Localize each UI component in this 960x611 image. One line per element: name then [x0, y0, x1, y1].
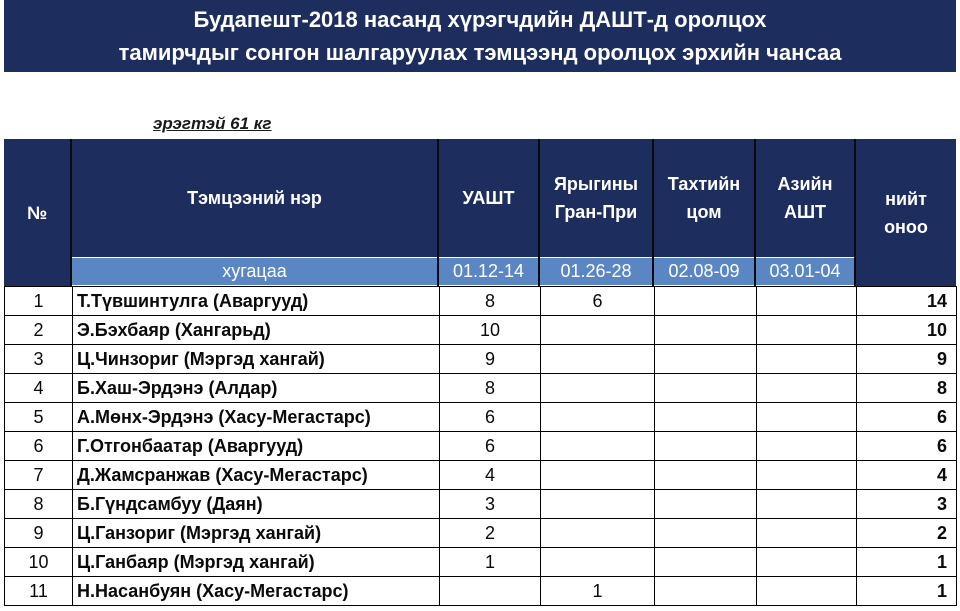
athlete-name: А.Мөнх-Эрдэнэ (Хасу-Мегастарс)	[73, 403, 440, 432]
athlete-name: Б.Гүндсамбуу (Даян)	[73, 490, 440, 519]
table-row	[5, 316, 957, 345]
score-yarygin	[541, 345, 655, 374]
athlete-name: Б.Хаш-Эрдэнэ (Алдар)	[73, 374, 440, 403]
score-takhti	[655, 519, 757, 548]
header-asian: Азийн АШТ	[756, 139, 854, 257]
score-asian	[757, 519, 857, 548]
score-total: 10	[857, 316, 957, 345]
score-takhti	[655, 287, 757, 316]
score-asian	[757, 577, 857, 606]
table-row	[5, 519, 957, 548]
score-asian	[757, 548, 857, 577]
ranking-rows	[5, 287, 957, 606]
score-asian	[757, 316, 857, 345]
score-yarygin	[541, 548, 655, 577]
score-yarygin: 6	[541, 287, 655, 316]
title-line-1: Будапешт-2018 насанд хүрэгчдийн ДАШТ-д оролцох	[193, 7, 767, 32]
score-uasht	[440, 577, 541, 606]
row-number: 4	[5, 374, 73, 403]
athlete-name: Н.Насанбуян (Хасу-Мегастарс)	[73, 577, 440, 606]
table-row	[5, 403, 957, 432]
period-asian: 03.01-04	[756, 258, 854, 285]
score-takhti	[655, 432, 757, 461]
score-total: 4	[857, 461, 957, 490]
athlete-name: Ц.Чинзориг (Мэргэд хангай)	[73, 345, 440, 374]
weight-category: эрэгтэй 61 кг	[153, 114, 272, 133]
table-row	[5, 432, 957, 461]
score-total: 14	[857, 287, 957, 316]
score-asian	[757, 432, 857, 461]
table-row	[5, 461, 957, 490]
row-number: 9	[5, 519, 73, 548]
score-yarygin	[541, 403, 655, 432]
score-total: 2	[857, 519, 957, 548]
score-asian	[757, 403, 857, 432]
table-row	[5, 548, 957, 577]
header-name: Тэмцээний нэр	[72, 139, 437, 257]
row-number: 5	[5, 403, 73, 432]
row-number: 7	[5, 461, 73, 490]
athlete-name: Ц.Ганбаяр (Мэргэд хангай)	[73, 548, 440, 577]
score-takhti	[655, 345, 757, 374]
score-yarygin: 1	[541, 577, 655, 606]
score-asian	[757, 345, 857, 374]
header-separator	[854, 139, 856, 286]
score-yarygin	[541, 374, 655, 403]
row-number: 10	[5, 548, 73, 577]
score-uasht: 2	[440, 519, 541, 548]
table-row	[5, 287, 957, 316]
table-row	[5, 374, 957, 403]
score-yarygin	[541, 461, 655, 490]
row-number: 1	[5, 287, 73, 316]
document-title	[4, 0, 956, 72]
period-label: хугацаа	[72, 258, 437, 285]
score-takhti	[655, 316, 757, 345]
score-total: 6	[857, 432, 957, 461]
row-number: 3	[5, 345, 73, 374]
score-uasht: 10	[440, 316, 541, 345]
row-number: 11	[5, 577, 73, 606]
score-asian	[757, 374, 857, 403]
athlete-name: Ц.Ганзориг (Мэргэд хангай)	[73, 519, 440, 548]
score-takhti	[655, 548, 757, 577]
score-total: 6	[857, 403, 957, 432]
score-takhti	[655, 577, 757, 606]
table-row	[5, 490, 957, 519]
score-uasht: 3	[440, 490, 541, 519]
score-uasht: 6	[440, 432, 541, 461]
period-takhti: 02.08-09	[654, 258, 754, 285]
header-yarygin: Ярыгины Гран-При	[540, 139, 652, 257]
header-takhti: Тахтийн цом	[654, 139, 754, 257]
period-yarygin: 01.26-28	[540, 258, 652, 285]
score-total: 3	[857, 490, 957, 519]
score-total: 1	[857, 577, 957, 606]
score-total: 1	[857, 548, 957, 577]
score-uasht: 8	[440, 374, 541, 403]
score-asian	[757, 287, 857, 316]
athlete-name: Э.Бэхбаяр (Хангарьд)	[73, 316, 440, 345]
row-number: 8	[5, 490, 73, 519]
score-total: 9	[857, 345, 957, 374]
score-takhti	[655, 403, 757, 432]
table-row	[5, 577, 957, 606]
score-uasht: 1	[440, 548, 541, 577]
score-uasht: 8	[440, 287, 541, 316]
title-line-2: тамирчдыг сонгон шалгаруулах тэмцээнд оролцох эрхийн чансаа	[118, 40, 842, 65]
athlete-name: Д.Жамсранжав (Хасу-Мегастарс)	[73, 461, 440, 490]
score-uasht: 6	[440, 403, 541, 432]
ranking-table	[4, 286, 957, 606]
score-yarygin	[541, 519, 655, 548]
athlete-name: Т.Түвшинтулга (Аваргууд)	[73, 287, 440, 316]
header-total: нийт оноо	[856, 139, 956, 286]
table-row	[5, 345, 957, 374]
score-takhti	[655, 490, 757, 519]
row-number: 2	[5, 316, 73, 345]
score-uasht: 4	[440, 461, 541, 490]
period-uasht: 01.12-14	[439, 258, 538, 285]
score-takhti	[655, 461, 757, 490]
row-number: 6	[5, 432, 73, 461]
header-uasht: УАШТ	[439, 139, 538, 257]
score-yarygin	[541, 316, 655, 345]
score-yarygin	[541, 490, 655, 519]
score-uasht: 9	[440, 345, 541, 374]
athlete-name: Г.Отгонбаатар (Аваргууд)	[73, 432, 440, 461]
score-asian	[757, 490, 857, 519]
score-yarygin	[541, 432, 655, 461]
score-takhti	[655, 374, 757, 403]
header-num: №	[4, 139, 70, 286]
score-total: 8	[857, 374, 957, 403]
score-asian	[757, 461, 857, 490]
